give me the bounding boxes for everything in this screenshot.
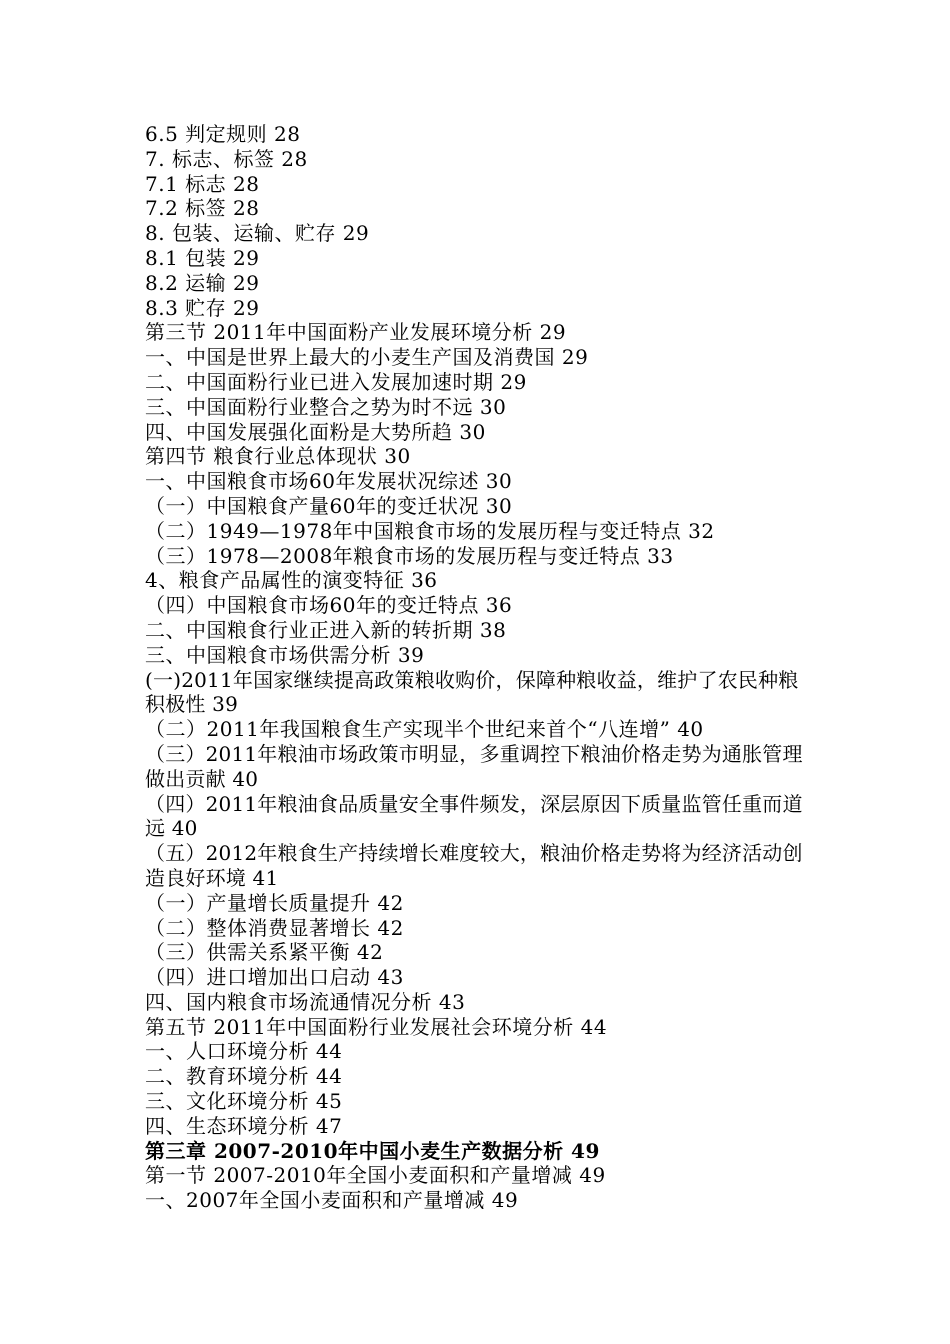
toc-entry: 二、教育环境分析 44 (145, 1064, 343, 1089)
toc-chapter-heading: 第三章 2007-2010年中国小麦生产数据分析 49 (145, 1138, 600, 1163)
toc-entry: 7.2 标签 28 (145, 196, 260, 221)
toc-entry: （二）整体消费显著增长 42 (145, 915, 404, 940)
toc-entry: 第一节 2007-2010年全国小麦面积和产量增减 49 (145, 1163, 606, 1188)
toc-entry: （二）2011年我国粮食生产实现半个世纪来首个“八连增” 40 (145, 717, 704, 742)
toc-entry: 第三节 2011年中国面粉产业发展环境分析 29 (145, 320, 567, 345)
toc-entry: 7.1 标志 28 (145, 171, 260, 196)
table-of-contents (145, 122, 815, 1213)
toc-entry: 二、中国粮食行业正进入新的转折期 38 (145, 617, 507, 642)
toc-entry: （三）供需关系紧平衡 42 (145, 940, 384, 965)
toc-entry: （一）中国粮食产量60年的变迁状况 30 (145, 493, 513, 518)
toc-entry: （一）产量增长质量提升 42 (145, 890, 404, 915)
toc-entry: （三）2011年粮油市场政策市明显，多重调控下粮油价格走势为通胀管理做出贡献 40 (145, 741, 803, 791)
toc-entry: 一、中国是世界上最大的小麦生产国及消费国 29 (145, 345, 589, 370)
toc-entry: 第五节 2011年中国面粉行业发展社会环境分析 44 (145, 1014, 608, 1039)
toc-entry: 一、中国粮食市场60年发展状况综述 30 (145, 469, 513, 494)
toc-entry: （二）1949—1978年中国粮食市场的发展历程与变迁特点 32 (145, 518, 715, 543)
toc-entry: 8.2 运输 29 (145, 270, 260, 295)
toc-entry: 一、人口环境分析 44 (145, 1039, 343, 1064)
toc-entry: （四）2011年粮油食品质量安全事件频发，深层原因下质量监管任重而道远 40 (145, 791, 803, 841)
toc-entry: （四）进口增加出口启动 43 (145, 965, 404, 990)
toc-entry: 8. 包装、运输、贮存 29 (145, 221, 370, 246)
toc-entry: （三）1978—2008年粮食市场的发展历程与变迁特点 33 (145, 543, 674, 568)
toc-entry: 二、中国面粉行业已进入发展加速时期 29 (145, 369, 527, 394)
toc-entry: 8.3 贮存 29 (145, 295, 260, 320)
toc-entry: 三、文化环境分析 45 (145, 1089, 343, 1114)
toc-entry: 6.5 判定规则 28 (145, 122, 301, 146)
toc-entry: 8.1 包装 29 (145, 245, 260, 270)
toc-entry: （四）中国粮食市场60年的变迁特点 36 (145, 593, 513, 618)
toc-entry: 一、2007年全国小麦面积和产量增减 49 (145, 1188, 519, 1213)
toc-entry: 7. 标志、标签 28 (145, 146, 308, 171)
toc-entry: 4、粮食产品属性的演变特征 36 (145, 568, 438, 593)
toc-entry: 四、生态环境分析 47 (145, 1113, 343, 1138)
toc-entry: （五）2012年粮食生产持续增长难度较大，粮油价格走势将为经济活动创造良好环境 41 (145, 841, 803, 890)
toc-entry: 四、中国发展强化面粉是大势所趋 30 (145, 419, 486, 444)
toc-entry: 四、国内粮食市场流通情况分析 43 (145, 989, 466, 1014)
toc-entry: 三、中国面粉行业整合之势为时不远 30 (145, 394, 507, 419)
toc-entry: (一)2011年国家继续提高政策粮收购价，保障种粮收益，维护了农民种粮积极性 39 (145, 667, 799, 717)
toc-entry: 三、中国粮食市场供需分析 39 (145, 642, 425, 667)
toc-entry: 第四节 粮食行业总体现状 30 (145, 444, 411, 469)
